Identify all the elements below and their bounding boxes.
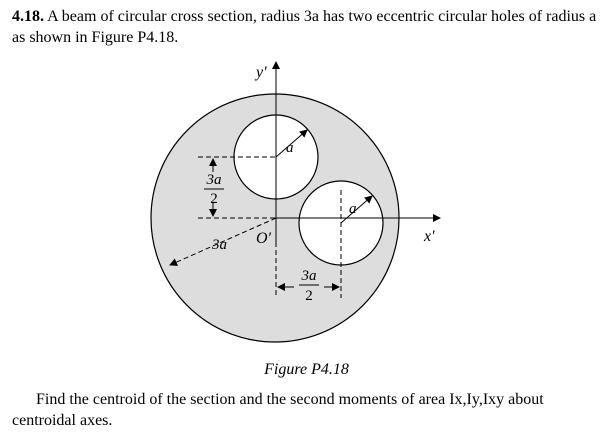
outer-radius-label: 3a bbox=[212, 237, 227, 253]
horiz-dim-denominator: 2 bbox=[305, 288, 313, 304]
horiz-dim-numerator: 3a bbox=[301, 268, 317, 284]
problem-number: 4.18. bbox=[12, 8, 44, 25]
hole-top-radius-label: a bbox=[286, 140, 294, 156]
problem-text: A beam of circular cross section, radius 3a has two eccentric circular holes of radius a as shown in Figure P4.18. bbox=[12, 8, 597, 46]
figure-caption: Figure P4.18 bbox=[264, 361, 349, 378]
hole-right-radius-label: a bbox=[349, 201, 357, 217]
x-axis-label: x′ bbox=[424, 228, 435, 245]
question-text: Find the centroid of the section and the second moments of area Ix,Iy,Ixy about centroidal axes. bbox=[12, 391, 544, 429]
origin-label: O′ bbox=[256, 230, 272, 247]
vert-dim-numerator: 3a bbox=[206, 172, 222, 188]
vert-dim-denominator: 2 bbox=[210, 191, 218, 207]
y-axis-label: y′ bbox=[256, 64, 267, 81]
